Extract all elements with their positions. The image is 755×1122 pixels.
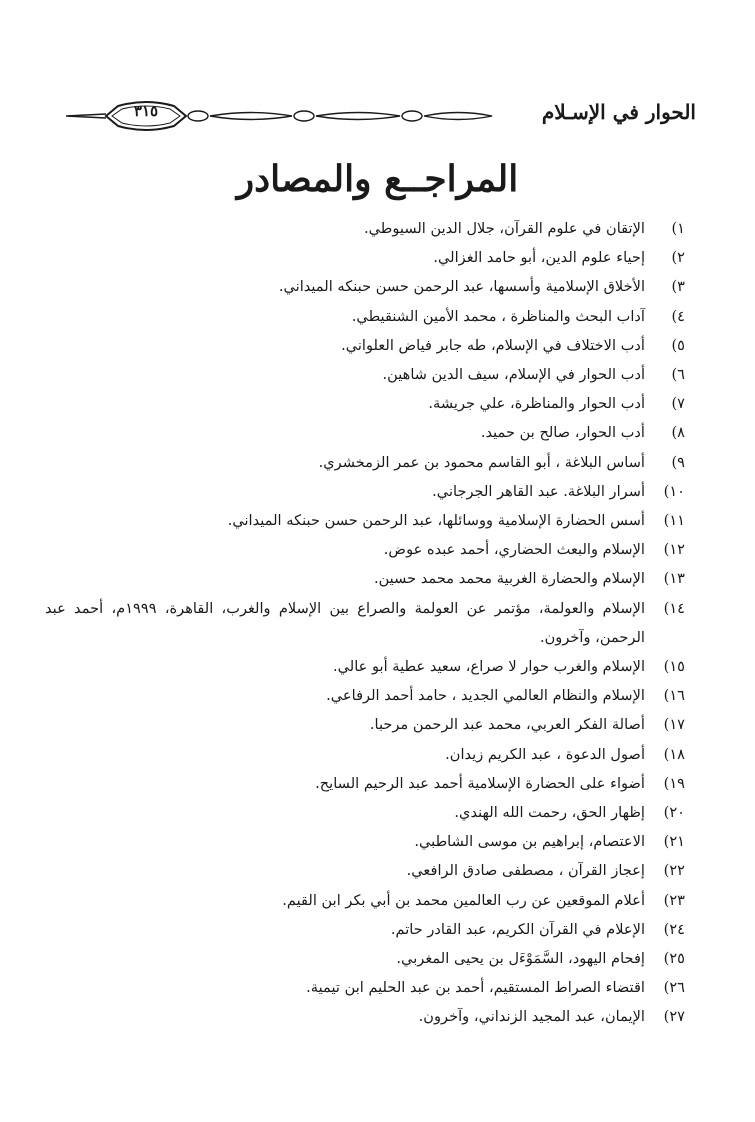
page-number: ٣١٥	[133, 102, 159, 120]
reference-item	[45, 477, 685, 506]
page-title: المراجــع والمصادر	[236, 158, 519, 200]
reference-text: الإسلام والحضارة الغربية محمد محمد حسين.	[373, 570, 645, 588]
reference-item	[45, 594, 685, 652]
reference-item	[45, 243, 685, 272]
reference-text: آداب البحث والمناظرة ، محمد الأمين الشنقيطي.	[351, 307, 645, 325]
reference-text: الأخلاق الإسلامية وأسسها، عبد الرحمن حسن حبنكه الميداني.	[278, 278, 645, 296]
reference-item	[45, 389, 685, 418]
reference-item	[45, 856, 685, 885]
reference-number: ٢٦)	[663, 979, 685, 997]
reference-text: أدب الحوار في الإسلام، سيف الدين شاهين.	[382, 366, 645, 384]
reference-number: ١٤)	[663, 599, 685, 617]
reference-text: الإعلام في القرآن الكريم، عبد القادر حاتم.	[390, 920, 645, 938]
reference-text: أعلام الموقعين عن رب العالمين محمد بن أبي بكر ابن القيم.	[282, 891, 645, 909]
reference-text: أصول الدعوة ، عبد الكريم زيدان.	[445, 745, 645, 763]
reference-number: ١٩)	[663, 774, 685, 792]
reference-number: ٨)	[671, 424, 685, 442]
reference-text: إعجاز القرآن ، مصطفى صادق الرافعي.	[406, 862, 645, 880]
reference-item	[45, 506, 685, 535]
references-list	[45, 214, 685, 1032]
reference-item	[45, 740, 685, 769]
reference-number: ٢٢)	[663, 862, 685, 880]
reference-item	[45, 944, 685, 973]
reference-item	[45, 214, 685, 243]
reference-item	[45, 681, 685, 710]
reference-number: ٢٥)	[663, 950, 685, 968]
reference-text: الإسلام والنظام العالمي الجديد ، حامد أحمد الرفاعي.	[326, 687, 645, 705]
reference-number: ١٣)	[663, 570, 685, 588]
reference-number: ٤)	[671, 307, 685, 325]
reference-text: أسرار البلاغة. عبد القاهر الجرجاني.	[432, 482, 645, 500]
reference-number: ٢)	[671, 249, 685, 267]
reference-number: ٥)	[671, 336, 685, 354]
reference-number: ١١)	[663, 512, 685, 530]
reference-item	[45, 535, 685, 564]
reference-item	[45, 827, 685, 856]
reference-text: أدب الحوار والمناظرة، علي جريشة.	[428, 395, 645, 413]
reference-item	[45, 652, 685, 681]
reference-number: ٦)	[671, 366, 685, 384]
reference-text: أسس الحضارة الإسلامية ووسائلها، عبد الرحمن حسن حبنكه الميداني.	[227, 512, 645, 530]
reference-number: ١٠)	[663, 482, 685, 500]
reference-text: الاعتصام، إبراهيم بن موسى الشاطبي.	[414, 833, 645, 851]
reference-text: أدب الاختلاف في الإسلام، طه جابر فياض العلواني.	[341, 336, 645, 354]
reference-text: اقتضاء الصراط المستقيم، أحمد بن عبد الحليم ابن تيمية.	[306, 979, 645, 997]
reference-number: ٢٤)	[663, 920, 685, 938]
running-header	[66, 92, 696, 138]
reference-text: إفحام اليهود، السَّمَوْءَل بن يحيى المغربي.	[396, 950, 645, 968]
reference-number: ٢٠)	[663, 804, 685, 822]
running-title: الحوار في الإسـلام	[541, 100, 696, 124]
reference-text: أساس البلاغة ، أبو القاسم محمود بن عمر الزمخشري.	[318, 453, 645, 471]
reference-number: ٣)	[671, 278, 685, 296]
reference-text: الإسلام والغرب حوار لا صراع، سعيد عطية أبو عالي.	[332, 658, 645, 676]
reference-text: أدب الحوار، صالح بن حميد.	[480, 424, 645, 442]
reference-number: ٢١)	[663, 833, 685, 851]
reference-item	[45, 418, 685, 447]
reference-text: الإسلام والبعث الحضاري، أحمد عبده عوض.	[383, 541, 645, 559]
reference-text: الإيمان، عبد المجيد الزنداني، وآخرون.	[418, 1008, 645, 1026]
reference-number: ١٧)	[663, 716, 685, 734]
reference-text: الإسلام والعولمة، مؤتمر عن العولمة والصراع بين الإسلام والغرب، القاهرة، ١٩٩٩م، أحمد عبد الرحمن، وآخرون.	[45, 599, 645, 646]
reference-text: إظهار الحق، رحمت الله الهندي.	[454, 804, 645, 822]
reference-item	[45, 769, 685, 798]
reference-item	[45, 798, 685, 827]
reference-item	[45, 360, 685, 389]
reference-item	[45, 272, 685, 301]
reference-number: ١٢)	[663, 541, 685, 559]
reference-text: إحياء علوم الدين، أبو حامد الغزالي.	[433, 249, 645, 267]
reference-item	[45, 448, 685, 477]
reference-text: أصالة الفكر العربي، محمد عبد الرحمن مرحبا.	[369, 716, 645, 734]
reference-item	[45, 710, 685, 739]
reference-number: ٢٣)	[663, 891, 685, 909]
reference-item	[45, 973, 685, 1002]
reference-number: ١٥)	[663, 658, 685, 676]
reference-item	[45, 915, 685, 944]
reference-item	[45, 564, 685, 593]
reference-number: ٧)	[671, 395, 685, 413]
reference-number: ١٨)	[663, 745, 685, 763]
reference-number: ٢٧)	[663, 1008, 685, 1026]
reference-text: أضواء على الحضارة الإسلامية أحمد عبد الرحيم السايح.	[315, 774, 645, 792]
reference-number: ٩)	[671, 453, 685, 471]
reference-item	[45, 302, 685, 331]
reference-item	[45, 1002, 685, 1031]
reference-number: ١٦)	[663, 687, 685, 705]
reference-item	[45, 886, 685, 915]
reference-text: الإتقان في علوم القرآن، جلال الدين السيوطي.	[363, 220, 645, 237]
reference-number: ١)	[671, 220, 685, 237]
reference-item	[45, 331, 685, 360]
